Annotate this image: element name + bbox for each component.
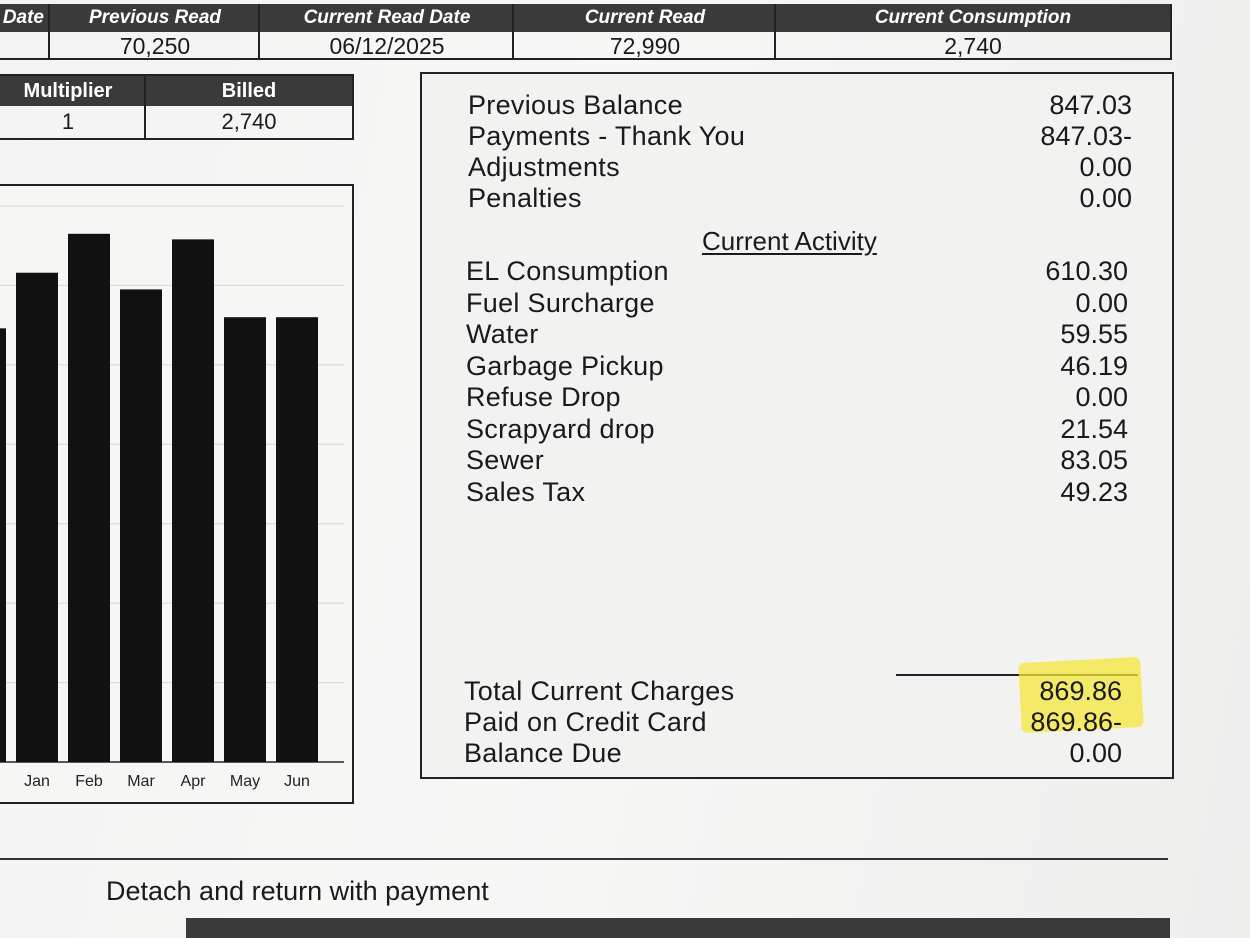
bill-summary-panel <box>420 72 1174 779</box>
value-billed: 2,740 <box>221 109 277 134</box>
line-item-label: Sales Tax <box>466 476 586 507</box>
line-item-label: Scrapyard drop <box>466 413 655 444</box>
line-item-amount: 0.00 <box>1079 183 1132 213</box>
value-current-read-date: 06/12/2025 <box>329 33 445 59</box>
line-item-label: Balance Due <box>464 738 622 768</box>
chart-tick-label: Mar <box>127 773 155 790</box>
value-current-consumption: 2,740 <box>944 33 1002 59</box>
current-activity-title: Current Activity <box>702 226 877 256</box>
line-item-amount: 847.03 <box>1049 90 1132 120</box>
header-date: Date <box>2 7 44 28</box>
line-item-label: Water <box>466 319 539 349</box>
chart-bar-mar <box>120 289 162 762</box>
line-item-amount: 869.86- <box>1030 707 1122 737</box>
value-multiplier: 1 <box>61 109 75 134</box>
value-current-read: 72,990 <box>609 33 681 59</box>
usage-chart <box>0 184 354 804</box>
line-item-label: EL Consumption <box>466 256 669 286</box>
chart-bar-jan <box>16 273 58 762</box>
header-current-read: Current Read <box>584 7 706 28</box>
line-item-amount: 0.00 <box>1075 382 1128 412</box>
chart-bar-feb <box>68 234 110 762</box>
line-item-label: Fuel Surcharge <box>466 287 655 318</box>
detach-line <box>0 858 1168 860</box>
payment-stub-header <box>186 918 1170 938</box>
chart-bar-dec <box>0 328 6 762</box>
line-item-amount: 847.03- <box>1040 121 1132 151</box>
chart-bar-apr <box>172 239 214 762</box>
line-item-amount: 59.55 <box>1060 319 1128 349</box>
meter-reading-table <box>0 4 1172 60</box>
chart-tick-label: Jan <box>24 773 50 790</box>
line-item-label: Penalties <box>468 183 582 213</box>
chart-tick-label: Feb <box>75 773 103 790</box>
header-current-consumption: Current Consumption <box>874 7 1072 28</box>
line-item-label: Adjustments <box>468 152 620 182</box>
line-item-amount: 610.30 <box>1045 256 1128 286</box>
line-item-label: Total Current Charges <box>464 676 735 706</box>
header-billed: Billed <box>146 76 352 106</box>
chart-tick-label: May <box>229 773 261 790</box>
line-item-amount: 49.23 <box>1060 476 1128 507</box>
line-item-amount: 83.05 <box>1060 445 1128 475</box>
line-item-amount: 0.00 <box>1075 287 1128 318</box>
billing-multiplier-table <box>0 74 354 140</box>
line-item-amount: 869.86 <box>1039 676 1122 706</box>
line-item-label: Sewer <box>466 445 545 475</box>
header-current-read-date: Current Read Date <box>303 7 471 28</box>
detach-instruction: Detach and return with payment <box>106 876 489 906</box>
chart-tick-label: Apr <box>180 773 206 790</box>
value-previous-read: 70,250 <box>119 33 191 59</box>
chart-tick-label: Jun <box>284 773 310 790</box>
chart-bar-jun <box>276 317 318 762</box>
header-previous-read: Previous Read <box>89 7 221 28</box>
usage-chart-svg <box>0 186 352 802</box>
line-item-amount: 21.54 <box>1060 413 1128 444</box>
line-item-amount: 0.00 <box>1079 152 1132 182</box>
line-item-label: Payments - Thank You <box>468 121 746 151</box>
chart-bar-may <box>224 317 266 762</box>
line-item-label: Refuse Drop <box>466 382 621 412</box>
header-multiplier: Multiplier <box>0 76 144 106</box>
line-item-amount: 46.19 <box>1060 350 1128 381</box>
line-item-label: Paid on Credit Card <box>464 707 707 737</box>
line-item-amount: 0.00 <box>1069 738 1122 768</box>
line-item-label: Previous Balance <box>468 90 683 120</box>
line-item-label: Garbage Pickup <box>466 350 664 381</box>
